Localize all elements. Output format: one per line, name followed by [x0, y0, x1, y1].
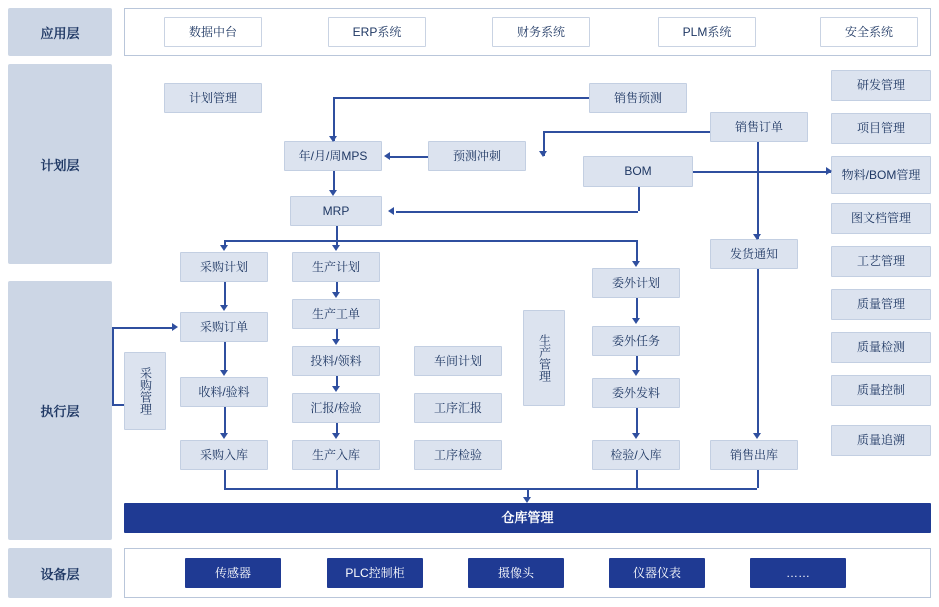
- connector-outsource-inbound-down: [636, 470, 638, 488]
- node-outsource-plan[interactable]: 委外计划: [592, 268, 680, 298]
- node-process-inspect[interactable]: 工序检验: [414, 440, 502, 470]
- app-system-2[interactable]: 财务系统: [492, 17, 590, 47]
- layer-label-device: 设备层: [8, 548, 112, 598]
- tag-purchase-management-label: 采购管理: [138, 367, 153, 415]
- right-module-6[interactable]: 质量检测: [831, 332, 931, 363]
- arrow-bom-to-material-module: [826, 167, 832, 175]
- right-module-0[interactable]: 研发管理: [831, 70, 931, 101]
- device-item-0[interactable]: 传感器: [185, 558, 281, 588]
- connector-delivery-to-outbound: [757, 269, 759, 435]
- right-module-7[interactable]: 质量控制: [831, 375, 931, 406]
- connector-purchase-tag-h-bottom: [112, 404, 124, 406]
- connector-outsource-issue-to-inbound: [636, 408, 638, 434]
- device-item-4[interactable]: ……: [750, 558, 846, 588]
- node-purchase-plan[interactable]: 采购计划: [180, 252, 268, 282]
- arrow-order-to-delivery: [753, 234, 761, 240]
- connector-warehouse-collector: [224, 488, 757, 490]
- device-item-1[interactable]: PLC控制柜: [327, 558, 423, 588]
- arrow-bom-to-mrp: [388, 207, 394, 215]
- arrow-mps-to-mrp: [329, 190, 337, 196]
- arrow-sprint-to-mps: [384, 152, 390, 160]
- arrow-delivery-to-outbound: [753, 433, 761, 439]
- app-system-3[interactable]: PLM系统: [658, 17, 756, 47]
- tag-production-management[interactable]: [523, 310, 565, 406]
- node-receive-inspect[interactable]: 收料/验料: [180, 377, 268, 407]
- tag-production-management-label: 生产管理: [537, 334, 552, 382]
- node-workshop-plan[interactable]: 车间计划: [414, 346, 502, 376]
- node-outsource-inbound[interactable]: 检验/入库: [592, 440, 680, 470]
- arrow-outsource-issue-to-inbound: [632, 433, 640, 439]
- arrow-purchase-tag-to-order: [172, 323, 178, 331]
- right-module-4[interactable]: 工艺管理: [831, 246, 931, 277]
- connector-purchase-plan-to-order: [224, 282, 226, 306]
- arrow-purchase-plan-to-order: [220, 305, 228, 311]
- arrow-order-to-sprint: [539, 151, 547, 157]
- arrow-outsource-plan-to-task: [632, 318, 640, 324]
- arrow-purchase-order-to-receive: [220, 370, 228, 376]
- node-production-inbound[interactable]: 生产入库: [292, 440, 380, 470]
- node-plan-management[interactable]: 计划管理: [164, 83, 262, 113]
- connector-purchase-order-to-receive: [224, 342, 226, 371]
- device-item-3[interactable]: 仪器仪表: [609, 558, 705, 588]
- warehouse-bar[interactable]: 仓库管理: [124, 503, 931, 533]
- node-production-plan[interactable]: 生产计划: [292, 252, 380, 282]
- connector-bom-to-mrp-h: [396, 211, 638, 213]
- connector-bus-to-outsource-plan: [636, 240, 638, 262]
- connector-mrp-down: [336, 226, 338, 240]
- layer-label-execution: 执行层: [8, 281, 112, 540]
- arrow-outsource-task-to-issue: [632, 370, 640, 376]
- node-bom[interactable]: BOM: [583, 156, 693, 187]
- node-sales-forecast[interactable]: 销售预测: [589, 83, 687, 113]
- node-sales-order[interactable]: 销售订单: [710, 112, 808, 142]
- right-module-2[interactable]: 物料/BOM管理: [831, 156, 931, 194]
- arrow-collector-to-warehouse: [523, 497, 531, 503]
- connector-bom-down: [638, 187, 640, 211]
- connector-mrp-bus: [224, 240, 638, 242]
- connector-receive-to-inbound: [224, 407, 226, 434]
- arrow-report-to-prod-inbound: [332, 433, 340, 439]
- connector-sprint-to-mps: [390, 156, 428, 158]
- layer-label-planning: 计划层: [8, 64, 112, 264]
- arrow-issue-to-report: [332, 386, 340, 392]
- arrow-bus-to-purchase-plan: [220, 245, 228, 251]
- arrow-prod-order-to-issue: [332, 339, 340, 345]
- node-purchase-inbound[interactable]: 采购入库: [180, 440, 268, 470]
- node-purchase-order[interactable]: 采购订单: [180, 312, 268, 342]
- arrow-forecast-to-mps: [329, 136, 337, 142]
- connector-sales-outbound-down: [757, 470, 759, 488]
- connector-outsource-plan-to-task: [636, 298, 638, 319]
- arrow-bus-to-outsource-plan: [632, 261, 640, 267]
- connector-prod-inbound-down: [336, 470, 338, 488]
- node-mps[interactable]: 年/月/周MPS: [284, 141, 382, 171]
- layer-label-application: 应用层: [8, 8, 112, 56]
- node-report-inspect[interactable]: 汇报/检验: [292, 393, 380, 423]
- arrow-prod-plan-to-order: [332, 292, 340, 298]
- connector-purchase-inbound-down: [224, 470, 226, 488]
- connector-forecast-to-mps-h: [333, 97, 589, 99]
- connector-order-to-sprint-h: [543, 131, 710, 133]
- right-module-8[interactable]: 质量追溯: [831, 425, 931, 456]
- connector-purchase-tag-h-top: [112, 327, 174, 329]
- node-mrp[interactable]: MRP: [290, 196, 382, 226]
- app-system-0[interactable]: 数据中台: [164, 17, 262, 47]
- device-item-2[interactable]: 摄像头: [468, 558, 564, 588]
- node-material-issue[interactable]: 投料/领料: [292, 346, 380, 376]
- node-process-report[interactable]: 工序汇报: [414, 393, 502, 423]
- app-system-1[interactable]: ERP系统: [328, 17, 426, 47]
- connector-bom-right: [693, 171, 831, 173]
- node-sales-outbound[interactable]: 销售出库: [710, 440, 798, 470]
- node-delivery-notice[interactable]: 发货通知: [710, 239, 798, 269]
- node-outsource-task[interactable]: 委外任务: [592, 326, 680, 356]
- app-system-4[interactable]: 安全系统: [820, 17, 918, 47]
- arrow-receive-to-inbound: [220, 433, 228, 439]
- right-module-5[interactable]: 质量管理: [831, 289, 931, 320]
- connector-outsource-task-to-issue: [636, 356, 638, 371]
- connector-mps-to-mrp: [333, 171, 335, 191]
- connector-order-down: [757, 142, 759, 239]
- arrow-bus-to-production-plan: [332, 245, 340, 251]
- node-production-order[interactable]: 生产工单: [292, 299, 380, 329]
- node-outsource-issue[interactable]: 委外发料: [592, 378, 680, 408]
- tag-purchase-management[interactable]: [124, 352, 166, 430]
- right-module-1[interactable]: 项目管理: [831, 113, 931, 144]
- connector-forecast-to-mps-v: [333, 97, 335, 141]
- node-forecast-sprint[interactable]: 预测冲刺: [428, 141, 526, 171]
- right-module-3[interactable]: 图文档管理: [831, 203, 931, 234]
- connector-purchase-tag-v: [112, 327, 114, 404]
